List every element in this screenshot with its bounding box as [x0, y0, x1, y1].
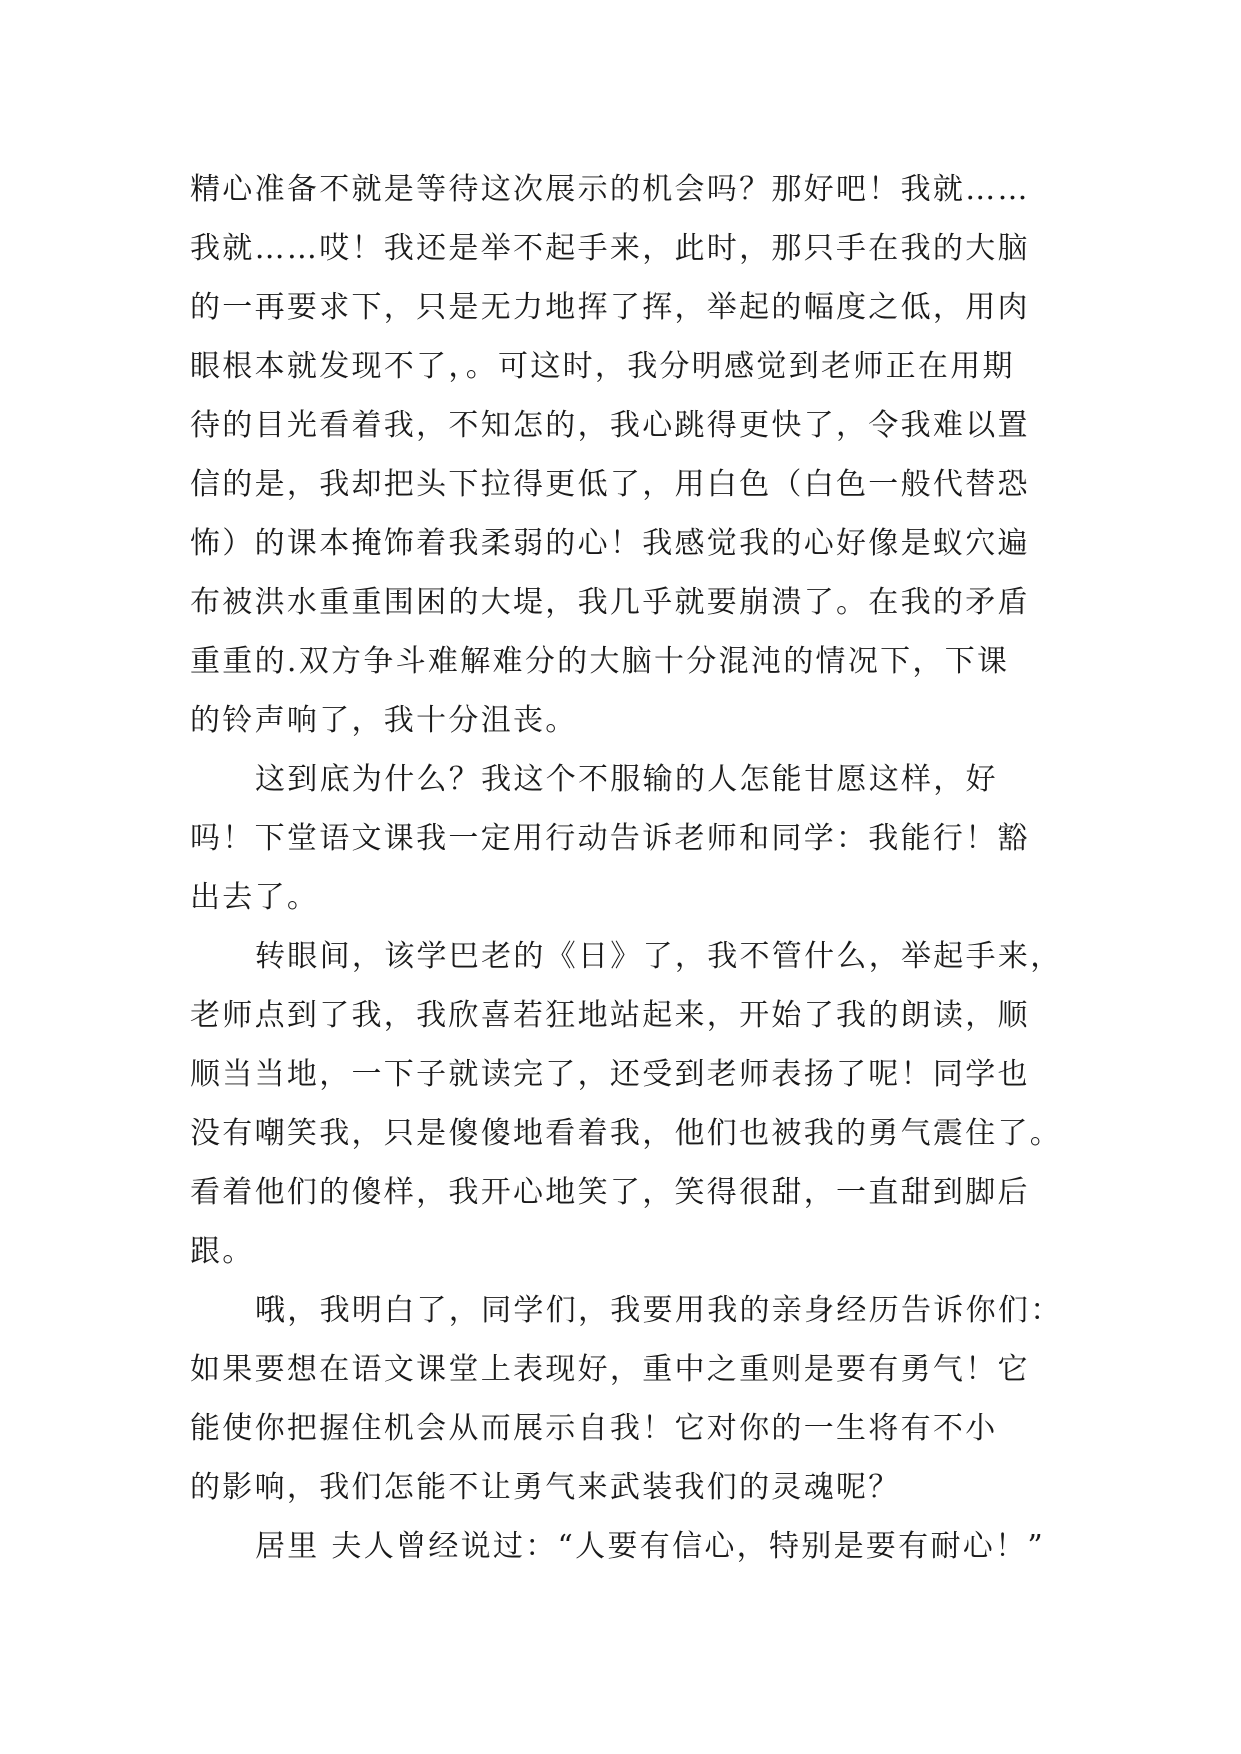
paragraph-first-line: 这到底为什么？我这个不服输的人怎能甘愿这样，好	[255, 762, 998, 797]
text-line: 顺当当地，一下子就读完了，还受到老师表扬了呢！同学也	[190, 1057, 1030, 1092]
text-line: 怖）的课本掩饰着我柔弱的心！我感觉我的心好像是蚁穴遍	[190, 526, 1030, 561]
text-line: 信的是，我却把头下拉得更低了，用白色（白色一般代替恐	[190, 467, 1030, 502]
text-line: 如果要想在语文课堂上表现好，重中之重则是要有勇气！它	[190, 1352, 1030, 1387]
text-line: 待的目光看着我，不知怎的，我心跳得更快了，令我难以置	[190, 408, 1030, 443]
text-line: 跟。	[190, 1234, 255, 1269]
text-line: 眼根本就发现不了，。可这时，我分明感觉到老师正在用期	[190, 349, 1015, 384]
text-line: 我就……哎！我还是举不起手来，此时，那只手在我的大脑	[190, 231, 1030, 266]
paragraph-first-line: 居里 夫人曾经说过：“人要有信心，特别是要有耐心！”	[255, 1529, 1046, 1564]
text-line: 的影响，我们怎能不让勇气来武装我们的灵魂呢？	[190, 1470, 901, 1505]
text-line: 吗！下堂语文课我一定用行动告诉老师和同学：我能行！豁	[190, 821, 1030, 856]
text-line: 布被洪水重重围困的大堤，我几乎就要崩溃了。在我的矛盾	[190, 585, 1030, 620]
text-line: 的铃声响了，我十分沮丧。	[190, 703, 578, 738]
text-line: 能使你把握住机会从而展示自我！它对你的一生将有不小	[190, 1411, 998, 1446]
text-line: 出去了。	[190, 880, 320, 915]
text-line: 重重的.双方争斗难解难分的大脑十分混沌的情况下，下课	[190, 644, 1010, 679]
text-line: 老师点到了我，我欣喜若狂地站起来，开始了我的朗读，顺	[190, 998, 1030, 1033]
paragraph-first-line: 转眼间，该学巴老的《日》了，我不管什么，举起手来，	[255, 939, 1063, 974]
text-line: 的一再要求下，只是无力地挥了挥，举起的幅度之低，用肉	[190, 290, 1030, 325]
paragraph-first-line: 哦，我明白了，同学们，我要用我的亲身经历告诉你们：	[255, 1293, 1063, 1328]
text-line: 没有嘲笑我，只是傻傻地看着我，他们也被我的勇气震住了。	[190, 1116, 1063, 1151]
document-body	[190, 160, 1063, 1576]
text-line: 看着他们的傻样，我开心地笑了，笑得很甜，一直甜到脚后	[190, 1175, 1030, 1210]
text-line: 精心准备不就是等待这次展示的机会吗？那好吧！我就……	[190, 172, 1030, 207]
